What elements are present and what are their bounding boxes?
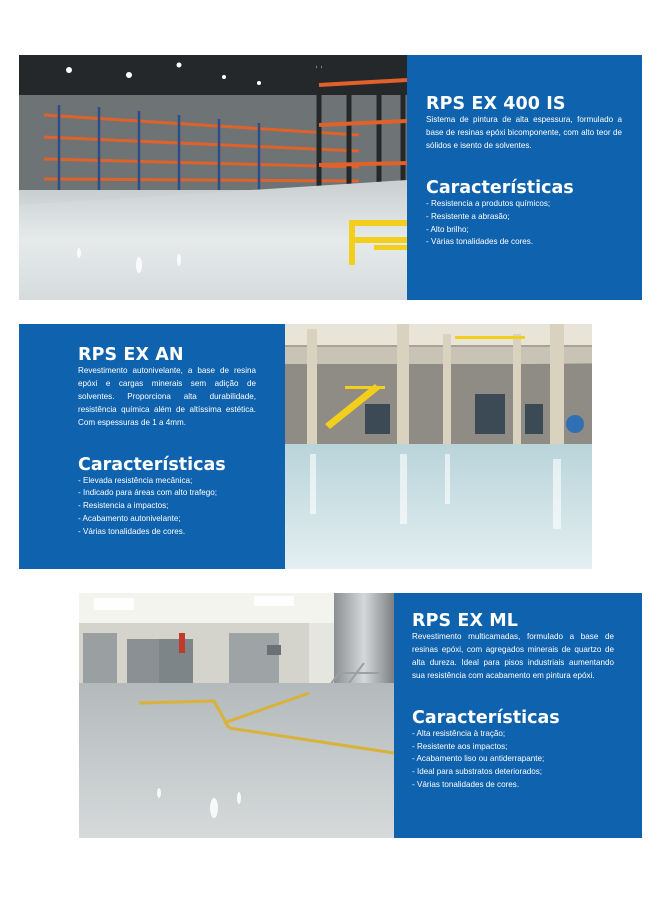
- features-title: Características: [412, 707, 560, 728]
- features-title: Características: [426, 177, 574, 198]
- product-block-rps-ex-ml: [79, 593, 642, 838]
- product-info-panel: [407, 55, 642, 300]
- product-block-rps-ex-an: [19, 324, 592, 569]
- product-info-panel: [19, 324, 285, 569]
- product-title: RPS EX 400 IS: [426, 94, 566, 114]
- features-list: [78, 475, 256, 540]
- features-title: Características: [78, 454, 226, 475]
- feature-item: - Alto brilho;: [426, 224, 469, 234]
- feature-item: - Várias tonalidades de cores.: [426, 237, 534, 247]
- industrial-room-photo: [79, 593, 394, 838]
- feature-item: - Alta resistência à tração;: [412, 728, 506, 738]
- feature-item: - Resistente a abrasão;: [426, 211, 510, 221]
- features-list: [426, 198, 622, 250]
- product-title: RPS EX AN: [78, 345, 184, 365]
- product-description: Revestimento autonivelante, a base de resina epóxi e cargas minerais sem adição de solventes. Proporciona alta durabilidade, resistência química além de altíssima estética. Com espessuras de 1 a 4mm.: [78, 366, 256, 427]
- feature-item: - Resistencia a impactos;: [78, 501, 169, 511]
- product-title: RPS EX ML: [412, 611, 519, 631]
- product-info-panel: [394, 593, 642, 838]
- factory-floor-photo: [285, 324, 592, 569]
- feature-item: - Elevada resistência mecânica;: [78, 475, 193, 485]
- feature-item: - Ideal para substratos deteriorados;: [412, 767, 543, 777]
- feature-item: - Resistente aos impactos;: [412, 741, 508, 751]
- product-block-rps-ex-400-is: [19, 55, 642, 300]
- warehouse-floor-photo: [19, 55, 407, 300]
- product-description: Revestimento multicamadas, formulado a base de resinas epóxi, com agregados minerais de quartzo de alta dureza. Ideal para pisos industriais aumentando sua resistência com acabamento em pintura epóxi.: [412, 632, 614, 680]
- feature-item: - Indicado para áreas com alto trafego;: [78, 488, 218, 498]
- product-description: Sistema de pintura de alta espessura, formulado a base de resinas epóxi bicomponente, com alto teor de sólidos e isento de solventes.: [426, 115, 622, 150]
- features-list: [412, 728, 614, 793]
- feature-item: - Várias tonalidades de cores.: [78, 527, 186, 537]
- feature-item: - Várias tonalidades de cores.: [412, 780, 520, 790]
- feature-item: - Acabamento autonivelante;: [78, 514, 181, 524]
- feature-item: - Acabamento liso ou antiderrapante;: [412, 754, 545, 764]
- feature-item: - Resistencia a produtos químicos;: [426, 198, 551, 208]
